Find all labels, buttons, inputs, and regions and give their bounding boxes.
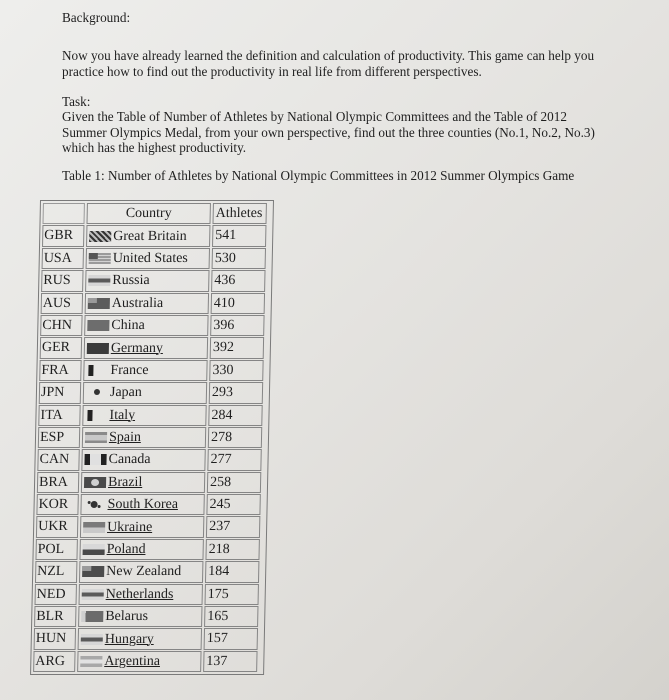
country-name-cell [83, 382, 207, 403]
flag-icon [88, 275, 110, 286]
country-name: New Zealand [106, 564, 182, 580]
flag-icon [82, 589, 104, 600]
country-name-cell [78, 628, 202, 649]
athletes-count-cell: 410 [211, 293, 265, 314]
country-name-cell [85, 270, 209, 291]
athletes-count-cell: 277 [207, 449, 261, 470]
country-name-cell [86, 225, 210, 246]
table-row [40, 337, 268, 358]
country-name: Italy [109, 407, 136, 423]
table-row [37, 449, 265, 470]
country-code-cell: POL [35, 539, 77, 560]
country-code-cell: GBR [42, 225, 84, 246]
country-name: Ukraine [106, 519, 153, 535]
flag-icon [87, 320, 109, 331]
table-row [38, 405, 266, 426]
background-heading: Background: [62, 10, 131, 25]
table-row [33, 651, 261, 672]
country-name: Poland [106, 542, 146, 558]
table-row [36, 494, 264, 515]
flag-icon [81, 611, 103, 622]
table-row [40, 315, 268, 336]
country-name-cell [85, 293, 209, 314]
country-name-cell [79, 584, 203, 605]
country-name-cell [79, 561, 203, 582]
country-name: Spain [108, 430, 142, 446]
country-code-cell: ITA [38, 405, 80, 426]
country-code-cell: GER [40, 337, 82, 358]
athletes-count-cell: 258 [207, 472, 261, 493]
table-row [34, 606, 262, 627]
flag-icon [82, 566, 104, 577]
flag-icon [81, 634, 103, 645]
country-name: Hungary [104, 631, 154, 647]
country-name: Brazil [107, 474, 143, 490]
athletes-count-cell: 245 [206, 494, 260, 515]
country-name-cell [84, 337, 208, 358]
country-code-cell: USA [42, 248, 84, 269]
country-code-cell: ARG [33, 651, 75, 672]
header-code-cell [42, 203, 84, 224]
country-name-cell [79, 539, 203, 560]
table-row [42, 248, 270, 269]
flag-icon [89, 253, 111, 264]
country-code-cell: UKR [36, 516, 78, 537]
flag-icon [84, 454, 106, 465]
country-code-cell: RUS [41, 270, 83, 291]
flag-icon [85, 432, 107, 443]
country-name-cell [81, 472, 205, 493]
country-name: Netherlands [105, 586, 174, 602]
athletes-count-cell: 157 [204, 628, 258, 649]
country-name-cell [78, 606, 202, 627]
flag-icon [80, 656, 102, 667]
athletes-count-cell: 218 [205, 539, 259, 560]
country-name-cell [80, 516, 204, 537]
country-code-cell: HUN [34, 628, 76, 649]
athletes-count-cell: 165 [204, 606, 258, 627]
flag-icon [83, 522, 105, 533]
flag-icon [88, 298, 110, 309]
table-row [39, 382, 267, 403]
country-name-cell [82, 405, 206, 426]
header-country: Country [86, 203, 210, 224]
country-name-cell [83, 360, 207, 381]
country-name: South Korea [107, 497, 179, 513]
athletes-count-cell: 293 [209, 382, 263, 403]
country-name: Germany [110, 340, 164, 356]
athletes-count-cell: 184 [205, 561, 259, 582]
flag-icon [86, 365, 108, 376]
table-caption: Table 1: Number of Athletes by National Olympic Committees in 2012 Summer Olympics Game [62, 168, 575, 183]
country-name: Japan [109, 385, 143, 401]
country-name-cell [77, 651, 201, 672]
country-code-cell: KOR [36, 494, 78, 515]
country-name: China [111, 318, 145, 334]
flag-icon [84, 499, 106, 510]
country-name: Canada [108, 452, 151, 468]
country-code-cell: NZL [35, 561, 77, 582]
athletes-count-cell: 541 [212, 225, 266, 246]
country-name-cell [82, 427, 206, 448]
task-heading: Task: [62, 94, 91, 109]
country-code-cell: BRA [37, 472, 79, 493]
athletes-count-cell: 278 [208, 427, 262, 448]
table-row [42, 225, 270, 246]
country-code-cell: AUS [41, 293, 83, 314]
country-name: Australia [111, 295, 164, 311]
athletes-count-cell: 137 [203, 651, 257, 672]
table-header-row [42, 203, 270, 224]
country-name-cell [84, 315, 208, 336]
country-name: Great Britain [113, 228, 187, 244]
flag-icon [86, 387, 108, 398]
country-name-cell [86, 248, 210, 269]
country-code-cell: JPN [39, 382, 81, 403]
athletes-count-cell: 396 [210, 315, 264, 336]
country-name-cell [81, 449, 205, 470]
country-code-cell: FRA [39, 360, 81, 381]
header-athletes: Athletes [212, 203, 266, 224]
athletes-count-cell: 392 [210, 337, 264, 358]
country-name: United States [112, 250, 188, 266]
country-name-cell [80, 494, 204, 515]
country-code-cell: CHN [40, 315, 82, 336]
table-row [39, 360, 267, 381]
background-paragraph: Now you have already learned the definition and calculation of productivity. This game can help you practice how to find out the productivity in real life from different perspectives. [62, 48, 595, 79]
table-row [36, 516, 264, 537]
table-row [41, 293, 269, 314]
athletes-count-cell: 530 [212, 248, 266, 269]
table-row [34, 628, 262, 649]
country-name: Argentina [104, 654, 161, 669]
athletes-count-cell: 330 [209, 360, 263, 381]
country-code-cell: BLR [34, 606, 76, 627]
athletes-table [30, 200, 274, 675]
flag-icon [87, 343, 109, 354]
table-row [35, 561, 263, 582]
athletes-count-cell: 436 [211, 270, 265, 291]
country-code-cell: NED [35, 584, 77, 605]
table-row [35, 539, 263, 560]
task-paragraph: Given the Table of Number of Athletes by National Olympic Committees and the Table of 2012 Summer Olympics Medal, from your own perspective, find out the three counties (No.1, No.2, No.3) which has the highest productivity. [62, 109, 595, 155]
country-name: Russia [112, 273, 150, 289]
country-code-cell: ESP [38, 427, 80, 448]
flag-icon [84, 477, 106, 488]
table-row [41, 270, 269, 291]
flag-icon [83, 544, 105, 555]
flag-icon [89, 231, 111, 242]
athletes-count-cell: 237 [206, 516, 260, 537]
athletes-count-cell: 284 [208, 405, 262, 426]
table-row [35, 584, 263, 605]
country-code-cell: CAN [37, 449, 79, 470]
country-name: France [110, 362, 149, 378]
flag-icon [85, 410, 107, 421]
table-row [38, 427, 266, 448]
table-row [37, 472, 265, 493]
country-name: Belarus [105, 609, 149, 625]
athletes-count-cell: 175 [205, 584, 259, 605]
